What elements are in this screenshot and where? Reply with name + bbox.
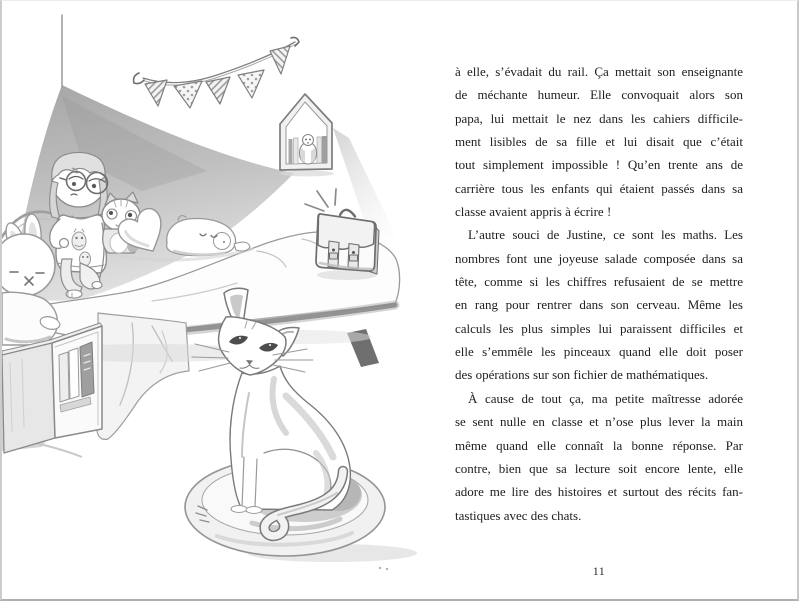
bird-figurine — [300, 135, 317, 165]
text-line: des opérations sur son fichier de mathématiques. — [455, 367, 709, 383]
pennant-stripes-2 — [206, 77, 230, 104]
text-line: calculs les plus simples lui paraissent difficiles et — [455, 320, 743, 336]
text-line: contre, bien que sa lecture soit encore lente, elle — [455, 460, 743, 476]
text-line: de méchante humeur. Elle convoquait alors son — [455, 87, 743, 103]
text-line: en rang pour rentrer dans son cerveau. Même les — [455, 297, 743, 313]
text-line: tout simplement impossible ! Qu’en trente ans de — [455, 157, 743, 173]
text-line: adore me lire des histoires et surtout des récits fan- — [455, 484, 743, 500]
text-line: elle s’emmêle les pinceaux quand elle doit poser — [455, 344, 743, 360]
emphasis-rays — [305, 189, 336, 211]
text-line: ment lisibles de sa fille et lui disait que c’était — [455, 134, 743, 150]
paragraph — [455, 223, 743, 386]
house-shelf — [280, 94, 334, 177]
text-line: tastiques avec des chats. — [455, 507, 582, 523]
text-line: même quand elle connaît la bonne réponse. Par — [455, 437, 743, 453]
bunting-garland — [134, 38, 299, 109]
blanket-drape — [97, 313, 189, 439]
pennant-dots-1 — [174, 81, 202, 108]
text-line: carrière tous les enfants qui étaient passés dans sa — [455, 180, 743, 196]
left-page-illustration — [2, 1, 432, 601]
pennant-stripes-3 — [270, 46, 290, 74]
text-line: à elle, s’évadait du rail. Ça mettait son enseignante — [455, 64, 743, 79]
text-column — [455, 60, 743, 527]
text-line: se sent nulle en classe et n’ose plus lever la main — [455, 414, 743, 430]
text-line: nombres font une joyeuse salade composée dans sa — [455, 250, 743, 266]
text-line: À cause de tout ça, ma petite maîtresse adorée — [468, 390, 743, 406]
text-line: classe avaient appris à écrire ! — [455, 204, 612, 220]
pennant-dots-2 — [238, 70, 264, 98]
page-number: 11 — [592, 564, 606, 578]
paragraph — [455, 387, 743, 527]
text-line: papa, lui mettait le nez dans les cahiers difficile- — [455, 110, 743, 126]
text-line: L’autre souci de Justine, ce sont les maths. Les — [468, 227, 743, 243]
paragraph — [455, 60, 743, 223]
pennant-stripes-1 — [145, 80, 167, 106]
text-line: tête, comme si les chiffres refusaient de se mettre — [455, 274, 743, 290]
